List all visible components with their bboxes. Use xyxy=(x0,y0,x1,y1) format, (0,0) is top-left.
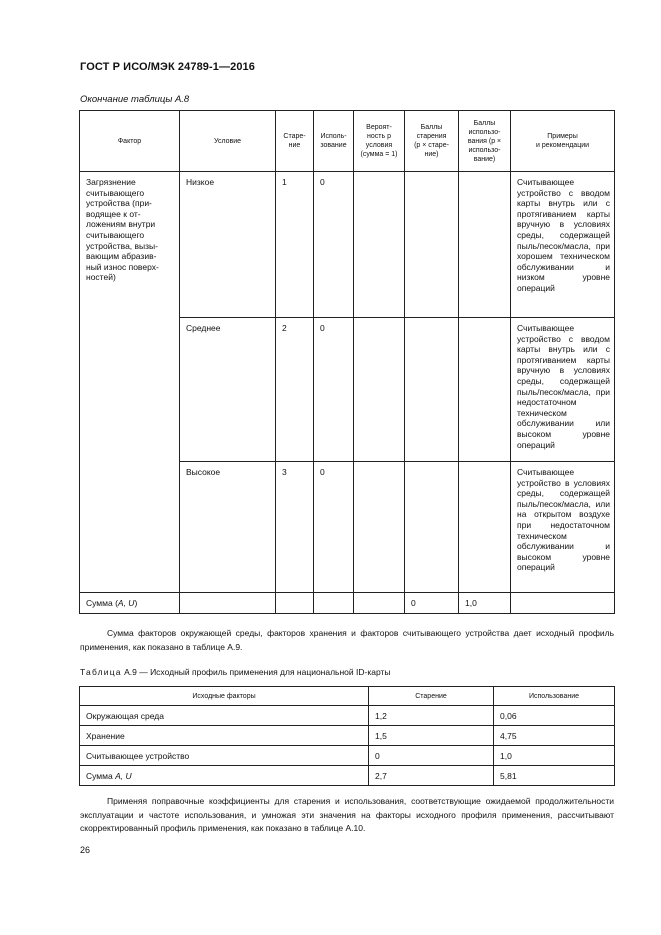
header-usage: Исполь- зование xyxy=(314,111,354,172)
table-row: Окружающая среда 1,2 0,06 xyxy=(80,706,615,726)
table-row xyxy=(80,172,615,318)
header-examples: Примеры и рекомендации xyxy=(511,111,615,172)
usage-cell: 0 xyxy=(314,462,354,593)
header-condition: Условие xyxy=(180,111,276,172)
sum-label: Сумма (A, U) xyxy=(80,593,180,614)
example-cell: Считывающее устройство с вводом карты внутрь или с протягиванием карты вручную в условиях среды, содержащей пыль/песок/масла, при хорошем техническом обслуживании и низком уровне операций xyxy=(511,172,615,318)
table-a9-caption: Таблица А.9 — Исходный профиль применения для национальной ID-карты xyxy=(80,667,391,677)
usage-score-cell xyxy=(459,462,511,593)
aging-score-cell xyxy=(405,172,459,318)
header-usage-score: Баллы использо- вания (p × использо- вание) xyxy=(459,111,511,172)
sum-aging-score: 0 xyxy=(405,593,459,614)
aging-cell: 3 xyxy=(276,462,314,593)
aging-score-cell xyxy=(405,462,459,593)
table-a8-header-row xyxy=(80,111,615,172)
usage-score-cell xyxy=(459,318,511,462)
condition-cell: Низкое xyxy=(180,172,276,318)
probability-cell xyxy=(354,172,405,318)
table-continuation-label: Окончание таблицы А.8 xyxy=(80,94,190,105)
aging-cell: 2 xyxy=(276,318,314,462)
header-factor: Фактор xyxy=(80,111,180,172)
factor-cell: Загрязнение считывающего устройства (при- водящее к от- ложениям внутри считывающего устройства, вызы- вающим абразив- ный износ поверх- ностей) xyxy=(80,172,180,593)
table-row: Хранение 1,5 4,75 xyxy=(80,726,615,746)
usage-cell: 0 xyxy=(314,318,354,462)
table-a9 xyxy=(79,686,615,786)
example-cell: Считывающее устройство с вводом карты внутрь или с протягиванием карты вручную в условиях среды, содержащей пыль/песок/масла, при недостаточном техническом обслуживании или высоком уровне операций xyxy=(511,318,615,462)
table-row: Считывающее устройство 0 1,0 xyxy=(80,746,615,766)
table-a9-header-row xyxy=(80,687,615,706)
header-aging-score: Баллы старения (p × старе- ние) xyxy=(405,111,459,172)
header-initial-factors: Исходные факторы xyxy=(80,687,369,706)
usage-cell: 0 xyxy=(314,172,354,318)
paragraph-sum-explanation: Сумма факторов окружающей среды, факторов хранения и факторов считывающего устройства дает исходный профиль применения, как показано в таблице А.9. xyxy=(80,628,614,652)
header-usage: Использование xyxy=(494,687,615,706)
aging-score-cell xyxy=(405,318,459,462)
aging-cell: 1 xyxy=(276,172,314,318)
document-header: ГОСТ Р ИСО/МЭК 24789-1—2016 xyxy=(80,61,255,73)
sum-usage-score: 1,0 xyxy=(459,593,511,614)
header-probability: Вероят- ность p условия (сумма = 1) xyxy=(354,111,405,172)
sum-usage: 5,81 xyxy=(494,766,615,786)
header-aging: Старение xyxy=(369,687,494,706)
sum-label: Сумма A, U xyxy=(80,766,369,786)
page-number: 26 xyxy=(80,845,91,855)
header-aging: Старе- ние xyxy=(276,111,314,172)
paragraph-correction: Применяя поправочные коэффициенты для старения и использования, соответствующие ожидаемой продолжительности эксплуатации и частоте использования, и умножая эти значения на факторы исходного профиля применения, рассчитывают скорректированный профиль применения, как показано в таблице А.10. xyxy=(80,796,614,833)
table-sum-row xyxy=(80,593,615,614)
condition-cell: Среднее xyxy=(180,318,276,462)
usage-score-cell xyxy=(459,172,511,318)
table-a8 xyxy=(79,110,615,614)
probability-cell xyxy=(354,462,405,593)
sum-aging: 2,7 xyxy=(369,766,494,786)
example-cell: Считывающее устройство в условиях среды, содержащей пыль/песок/масла, или на открытом воздухе при недостаточном техническом обслуживании и высоком уровне операций xyxy=(511,462,615,593)
table-sum-row xyxy=(80,766,615,786)
condition-cell: Высокое xyxy=(180,462,276,593)
probability-cell xyxy=(354,318,405,462)
